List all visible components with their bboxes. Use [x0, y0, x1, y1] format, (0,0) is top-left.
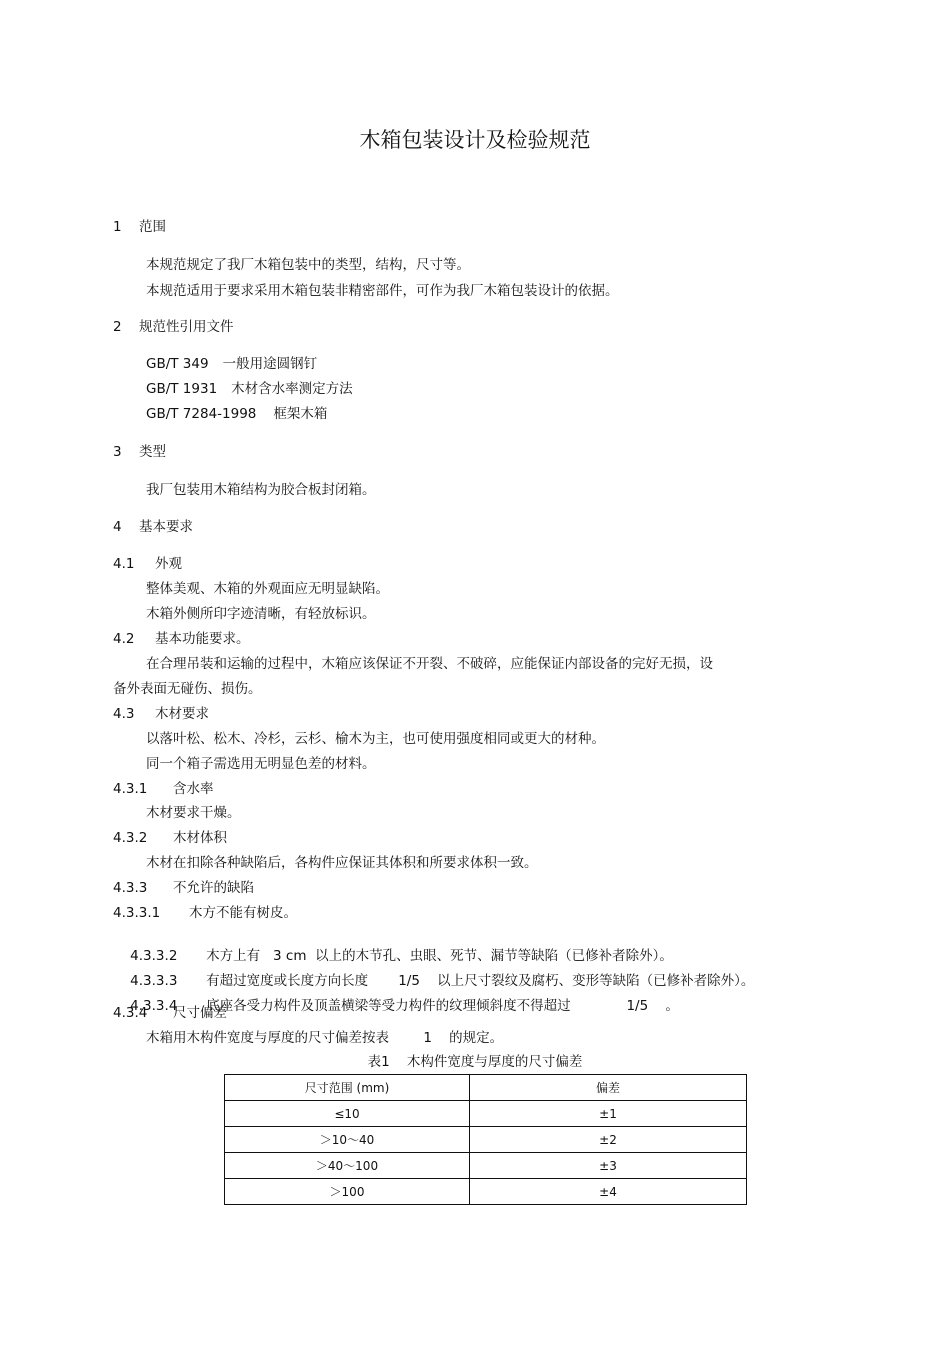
section-4-3-paragraph-2: 同一个箱子需选用无明显色差的材料。 — [146, 756, 376, 772]
section-4-3-3-heading: 4.3.3 不允许的缺陷 — [113, 880, 254, 896]
table-header-cell: 尺寸范围 (mm) — [225, 1075, 470, 1101]
section-4-3-1-heading: 4.3.1 含水率 — [113, 781, 214, 797]
table-header-cell: 偏差 — [470, 1075, 747, 1101]
section-4-2-heading: 4.2 基本功能要求。 — [113, 631, 250, 647]
section-4-1-paragraph-2: 木箱外侧所印字迹清晰，有轻放标识。 — [146, 606, 376, 622]
defect-item: 4.3.3.2 木方上有 3 cm 以上的木节孔、虫眼、死节、漏节等缺陷（已修补者除外）。 — [130, 948, 673, 964]
section-4-3-heading: 4.3 木材要求 — [113, 706, 209, 722]
section-2-heading: 2 规范性引用文件 — [113, 319, 234, 335]
table-row — [225, 1153, 747, 1179]
section-4-2-paragraph-line-2: 备外表面无碰伤、损伤。 — [113, 681, 262, 697]
reference-item: GB/T 7284-1998 框架木箱 — [146, 406, 328, 422]
table-header-row — [225, 1075, 747, 1101]
table-cell: ±1 — [470, 1101, 747, 1127]
section-4-1-heading: 4.1 外观 — [113, 556, 182, 572]
section-4-3-4-heading: 4.3.4 尺寸偏差 — [113, 1005, 227, 1021]
document-title: 木箱包装设计及检验规范 — [359, 128, 591, 152]
table-cell: ±2 — [470, 1127, 747, 1153]
section-3-heading: 3 类型 — [113, 444, 166, 460]
section-1-paragraph-1: 本规范规定了我厂木箱包装中的类型，结构，尺寸等。 — [146, 257, 470, 273]
section-4-3-2-paragraph: 木材在扣除各种缺陷后，各构件应保证其体积和所要求体积一致。 — [146, 855, 538, 871]
section-4-3-1-paragraph: 木材要求干燥。 — [146, 805, 241, 821]
section-4-3-2-heading: 4.3.2 木材体积 — [113, 830, 227, 846]
table-cell: ≤10 — [225, 1101, 470, 1127]
section-1-heading: 1 范围 — [113, 219, 166, 235]
section-1-paragraph-2: 本规范适用于要求采用木箱包装非精密部件，可作为我厂木箱包装设计的依据。 — [146, 283, 619, 299]
table-cell: ±4 — [470, 1179, 747, 1205]
table-row — [225, 1179, 747, 1205]
reference-item: GB/T 349 一般用途圆钢钉 — [146, 356, 318, 372]
table-cell: ＞40～100 — [225, 1153, 470, 1179]
table-row — [225, 1127, 747, 1153]
defect-item: 4.3.3.1 木方不能有树皮。 — [113, 905, 297, 921]
table-caption: 表1 木构件宽度与厚度的尺寸偏差 — [367, 1054, 583, 1070]
section-4-heading: 4 基本要求 — [113, 519, 193, 535]
section-4-3-paragraph-1: 以落叶松、松木、冷杉，云杉、榆木为主，也可使用强度相同或更大的材种。 — [146, 731, 605, 747]
table-cell: ＞10～40 — [225, 1127, 470, 1153]
table-cell: ±3 — [470, 1153, 747, 1179]
section-4-1-paragraph-1: 整体美观、木箱的外观面应无明显缺陷。 — [146, 581, 389, 597]
defect-item: 4.3.3.4 底座各受力构件及顶盖横梁等受力构件的纹理倾斜度不得超过 1/5 。 — [130, 998, 679, 1014]
table-cell: ＞100 — [225, 1179, 470, 1205]
section-4-2-paragraph-line-1: 在合理吊装和运输的过程中，木箱应该保证不开裂、不破碎，应能保证内部设备的完好无损，设 — [146, 656, 713, 672]
deviation-table — [224, 1074, 747, 1205]
section-3-paragraph: 我厂包装用木箱结构为胶合板封闭箱。 — [146, 482, 376, 498]
table-row — [225, 1101, 747, 1127]
section-4-3-4-paragraph: 木箱用木构件宽度与厚度的尺寸偏差按表 1 的规定。 — [146, 1030, 504, 1046]
defect-item: 4.3.3.3 有超过宽度或长度方向长度 1/5 以上尺寸裂纹及腐朽、变形等缺陷（已修补者除外）。 — [130, 973, 755, 989]
reference-item: GB/T 1931 木材含水率测定方法 — [146, 381, 353, 397]
